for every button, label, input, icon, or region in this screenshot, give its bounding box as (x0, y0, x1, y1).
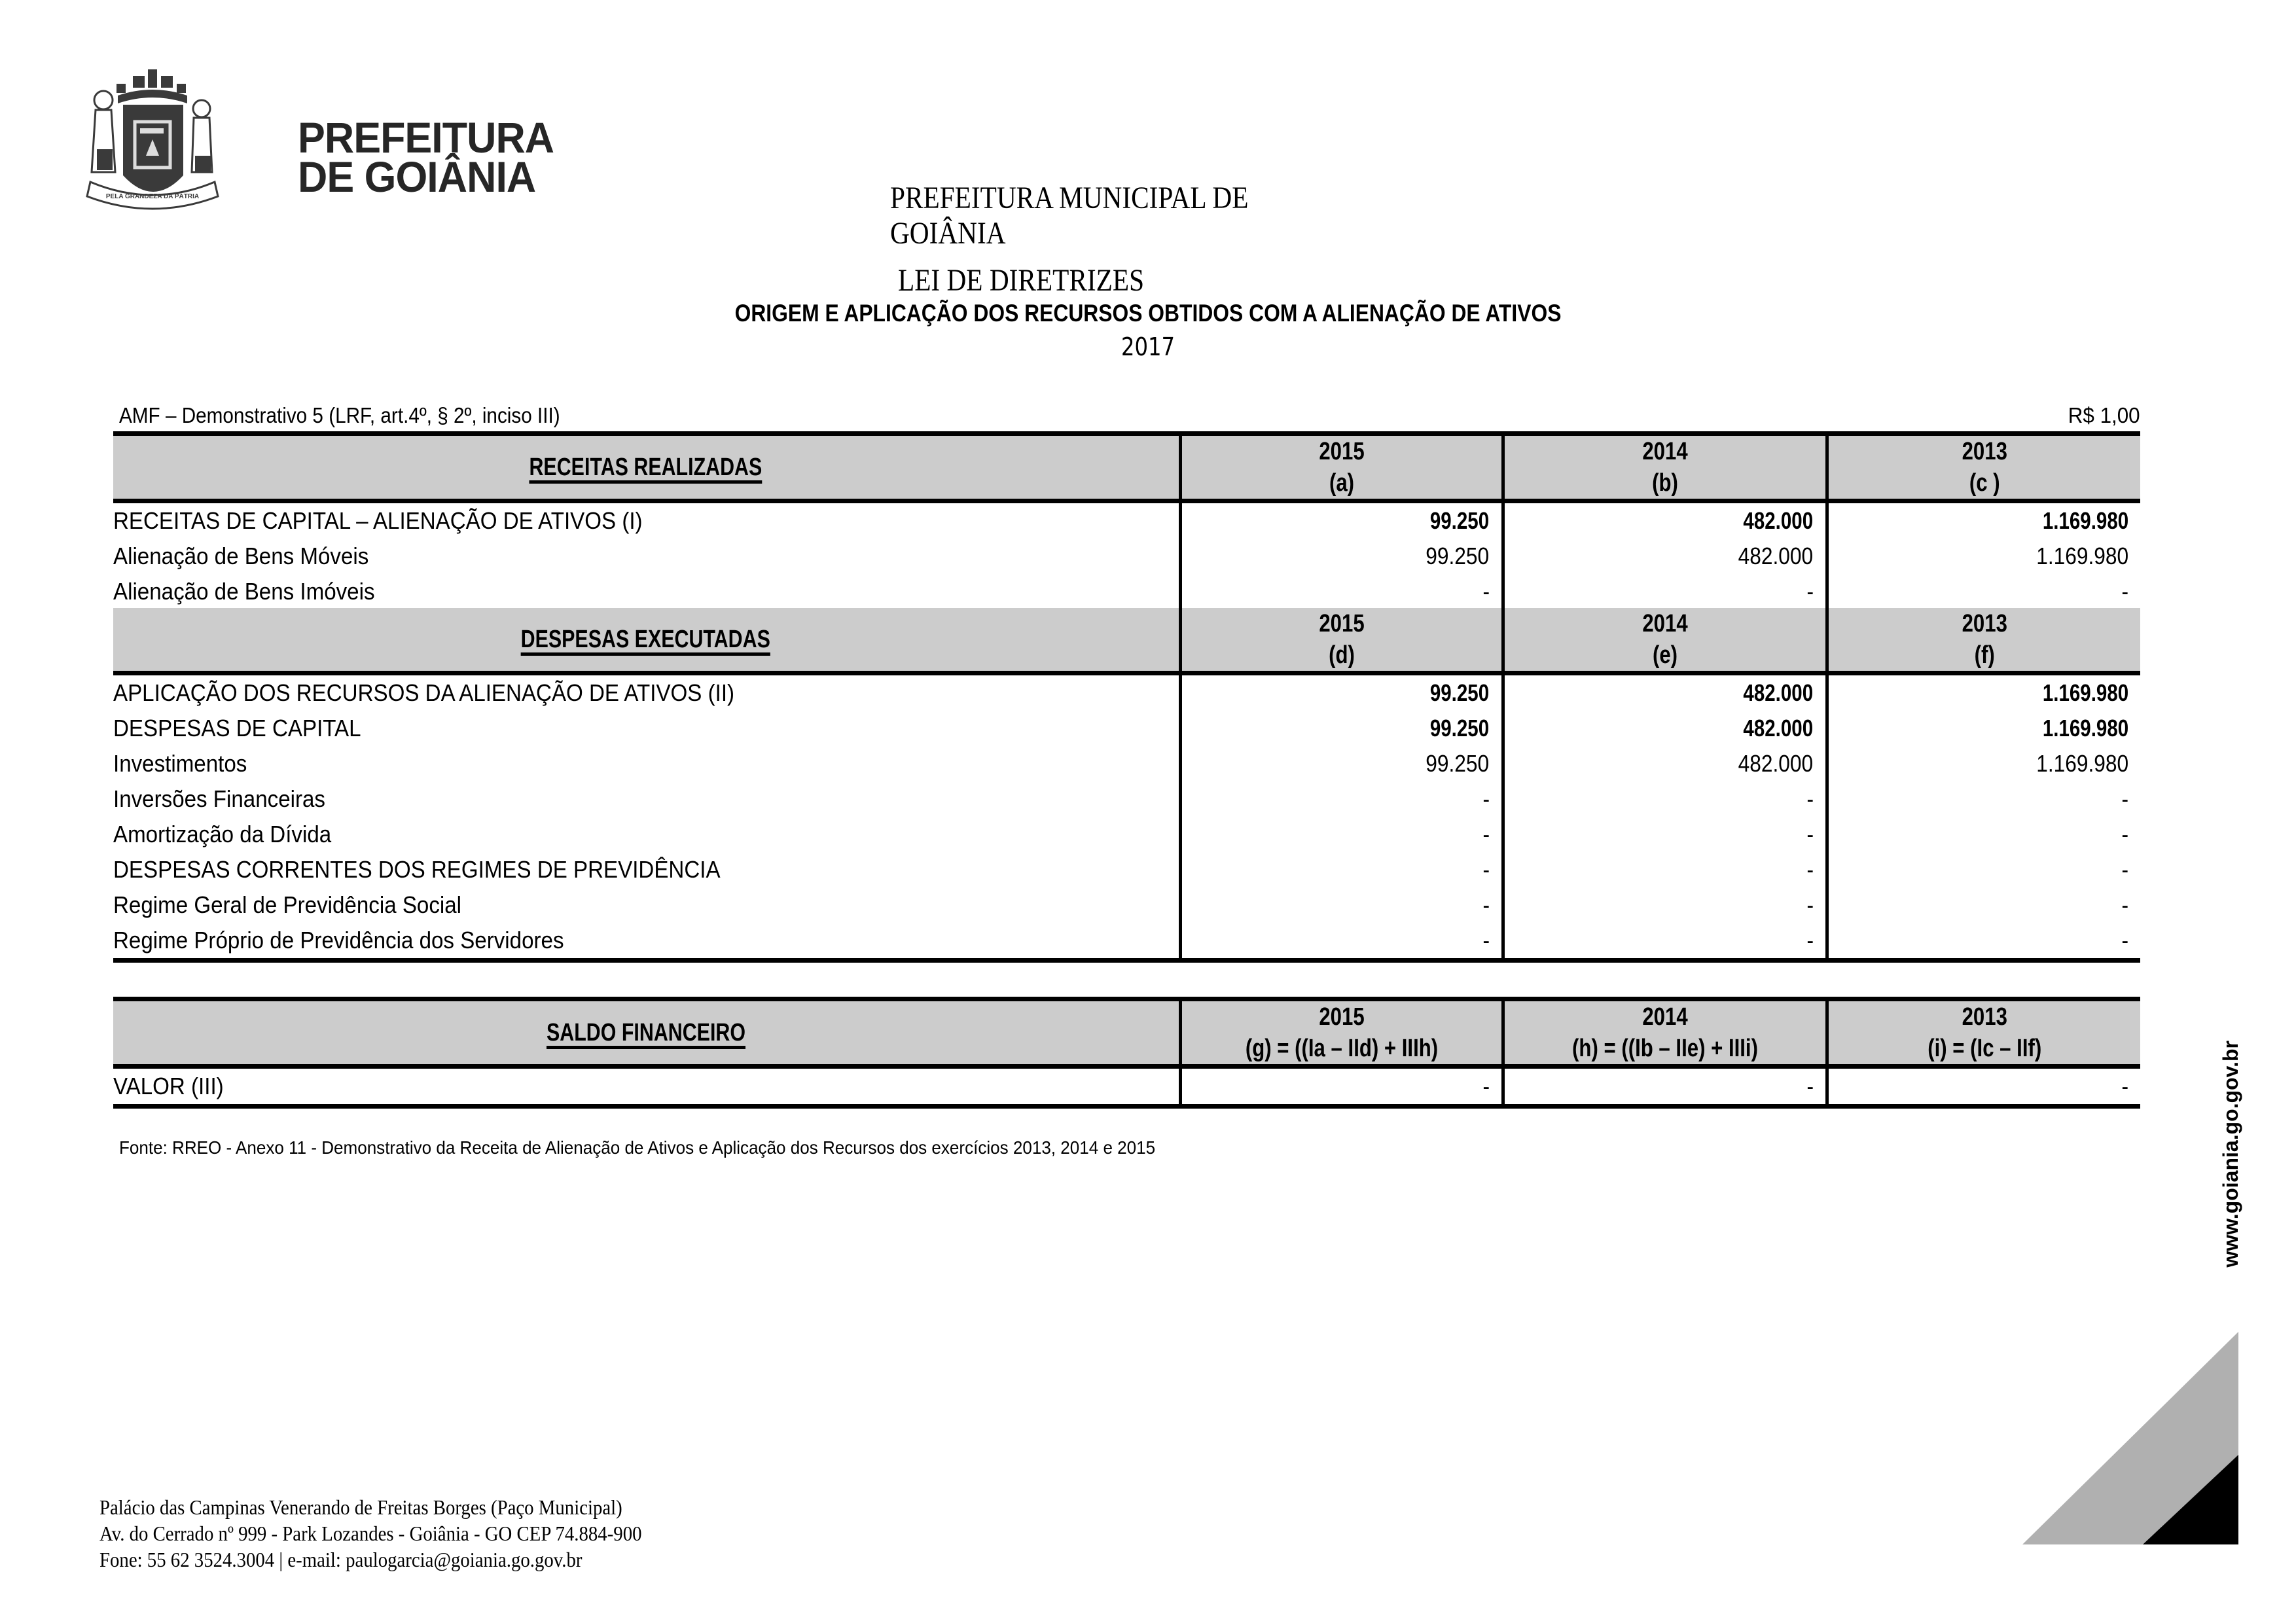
column-header (1827, 434, 2140, 501)
section-title: DESPESAS EXECUTADAS (521, 625, 771, 653)
row-label: Amortização da Dívida (113, 821, 332, 847)
receitas-header-row (113, 434, 2140, 501)
row-label: Alienação de Bens Móveis (113, 543, 369, 569)
row-value: 99.250 (1180, 501, 1503, 539)
column-sub: (a) (1329, 469, 1354, 497)
table-row (113, 887, 2140, 923)
row-value: - (1180, 1067, 1503, 1107)
saldo-section-header (113, 999, 1180, 1067)
table-row (113, 673, 2140, 711)
row-label: Regime Geral de Previdência Social (113, 891, 462, 918)
column-sub: (g) = ((Ia – IId) + IIIh) (1245, 1035, 1438, 1062)
row-value: - (1180, 817, 1503, 852)
row-value: - (1827, 817, 2140, 852)
receitas-section-header (113, 434, 1180, 501)
column-sub: (b) (1651, 469, 1678, 497)
footer-line-3: Fone: 55 62 3524.3004 | e-mail: paulogarcia@goiania.go.gov.br (99, 1548, 583, 1571)
law-title: LEI DE DIRETRIZES (898, 263, 1145, 298)
saldo-header-row (113, 999, 2140, 1067)
municipality-line-1: PREFEITURA MUNICIPAL DE (890, 181, 1249, 215)
column-header (1180, 608, 1503, 673)
row-value: - (1503, 1067, 1827, 1107)
report-subtitle: ORIGEM E APLICAÇÃO DOS RECURSOS OBTIDOS COM A ALIENAÇÃO DE ATIVOS (734, 300, 1562, 327)
row-value: - (1503, 887, 1827, 923)
row-value: - (1827, 852, 2140, 887)
row-value: - (1827, 1067, 2140, 1107)
row-label: Alienação de Bens Imóveis (113, 574, 1180, 612)
column-sub: (d) (1328, 641, 1355, 669)
row-value: - (1180, 781, 1503, 817)
row-value: 482.000 (1503, 746, 1827, 781)
column-header (1503, 999, 1827, 1067)
column-header (1503, 608, 1827, 673)
column-header (1827, 999, 2140, 1067)
municipality-line-2: GOIÂNIA (890, 216, 1006, 251)
row-value: - (1827, 574, 2140, 612)
table-row (113, 501, 2140, 539)
column-year: 2015 (1318, 1003, 1365, 1031)
row-value: - (1827, 781, 2140, 817)
column-sub: (f) (1974, 641, 1995, 669)
column-header (1180, 434, 1503, 501)
column-year: 2013 (1962, 438, 2007, 465)
table-row (113, 852, 2140, 887)
corner-decoration (2022, 1332, 2238, 1544)
row-value: 482.000 (1503, 711, 1827, 746)
footer-address (99, 1494, 641, 1573)
brand-wordmark (298, 113, 554, 201)
row-value: - (1503, 781, 1827, 817)
row-label: Inversões Financeiras (113, 785, 325, 812)
column-sub: (e) (1652, 641, 1677, 669)
footer-line-1: Palácio das Campinas Venerando de Freitas Borges (Paço Municipal) (99, 1495, 622, 1519)
table-row (113, 539, 2140, 574)
column-year: 2014 (1641, 610, 1688, 637)
table-row (113, 746, 2140, 781)
row-value: 99.250 (1180, 539, 1503, 574)
row-value: 1.169.980 (1827, 501, 2140, 539)
row-value: - (1827, 923, 2140, 961)
column-header (1827, 608, 2140, 673)
table-row (113, 817, 2140, 852)
row-value: - (1503, 574, 1827, 612)
table-row (113, 923, 2140, 961)
row-value: - (1180, 852, 1503, 887)
section-title: RECEITAS REALIZADAS (529, 453, 762, 481)
table-row (113, 574, 2140, 612)
row-label: DESPESAS CORRENTES DOS REGIMES DE PREVIDÊNCIA (113, 856, 721, 883)
row-label: Investimentos (113, 750, 247, 777)
column-sub: (i) = (Ic – IIf) (1927, 1035, 2041, 1062)
saldo-table (113, 997, 2140, 1109)
column-year: 2014 (1641, 1003, 1688, 1031)
row-value: - (1180, 923, 1503, 961)
column-year: 2015 (1318, 438, 1365, 465)
column-year: 2013 (1962, 610, 2007, 637)
table-row (113, 711, 2140, 746)
despesas-section-header (113, 608, 1180, 673)
row-value: 482.000 (1503, 501, 1827, 539)
row-value: 1.169.980 (1827, 746, 2140, 781)
despesas-header-row (113, 608, 2140, 673)
row-value: 482.000 (1503, 539, 1827, 574)
municipality-title (890, 181, 1248, 251)
row-value: 99.250 (1180, 711, 1503, 746)
row-value: - (1180, 574, 1503, 612)
row-value: 1.169.980 (1827, 711, 2140, 746)
source-note: Fonte: RREO - Anexo 11 - Demonstrativo da Receita de Alienação de Ativos e Aplicação dos Recursos dos exercícios 2013, 2014 e 2015 (119, 1137, 1156, 1158)
row-value: - (1503, 923, 1827, 961)
row-label: Regime Próprio de Previdência dos Servidores (113, 923, 1180, 961)
section-title: SALDO FINANCEIRO (546, 1018, 745, 1046)
row-value: 482.000 (1503, 673, 1827, 711)
report-year: 2017 (1121, 332, 1175, 361)
website-url: www.goiania.go.gov.br (2219, 1041, 2242, 1268)
row-label: RECEITAS DE CAPITAL – ALIENAÇÃO DE ATIVOS (I) (113, 507, 643, 534)
row-value: - (1827, 887, 2140, 923)
footer-line-2: Av. do Cerrado nº 999 - Park Lozandes - Goiânia - GO CEP 74.884-900 (99, 1522, 642, 1545)
column-sub: (c ) (1969, 469, 2000, 497)
row-value: - (1180, 887, 1503, 923)
row-value: - (1503, 852, 1827, 887)
brand-line-2: DE GOIÂNIA (298, 152, 536, 201)
logo-motto: PELA GRANDEZA DA PÁTRIA (105, 193, 200, 200)
table-row (113, 781, 2140, 817)
row-value: - (1503, 817, 1827, 852)
row-label: DESPESAS DE CAPITAL (113, 715, 361, 741)
column-year: 2015 (1318, 610, 1365, 637)
column-header (1180, 999, 1503, 1067)
row-value: 1.169.980 (1827, 673, 2140, 711)
column-year: 2014 (1641, 438, 1688, 465)
report-reference: AMF – Demonstrativo 5 (LRF, art.4º, § 2º, inciso III) (119, 403, 560, 427)
despesas-table (113, 608, 2140, 963)
row-value: 99.250 (1180, 673, 1503, 711)
coat-of-arms-logo (77, 58, 287, 221)
column-header (1503, 434, 1827, 501)
row-value: 1.169.980 (1827, 539, 2140, 574)
column-year: 2013 (1962, 1003, 2007, 1031)
column-sub: (h) = ((Ib – IIe) + IIIi) (1571, 1035, 1758, 1062)
row-value: 99.250 (1180, 746, 1503, 781)
receitas-table (113, 431, 2140, 614)
row-label: VALOR (III) (113, 1067, 1180, 1107)
row-label: APLICAÇÃO DOS RECURSOS DA ALIENAÇÃO DE ATIVOS (II) (113, 679, 735, 706)
currency-unit: R$ 1,00 (2068, 403, 2140, 427)
table-row (113, 1067, 2140, 1107)
brand-line-1: PREFEITURA (298, 113, 554, 162)
